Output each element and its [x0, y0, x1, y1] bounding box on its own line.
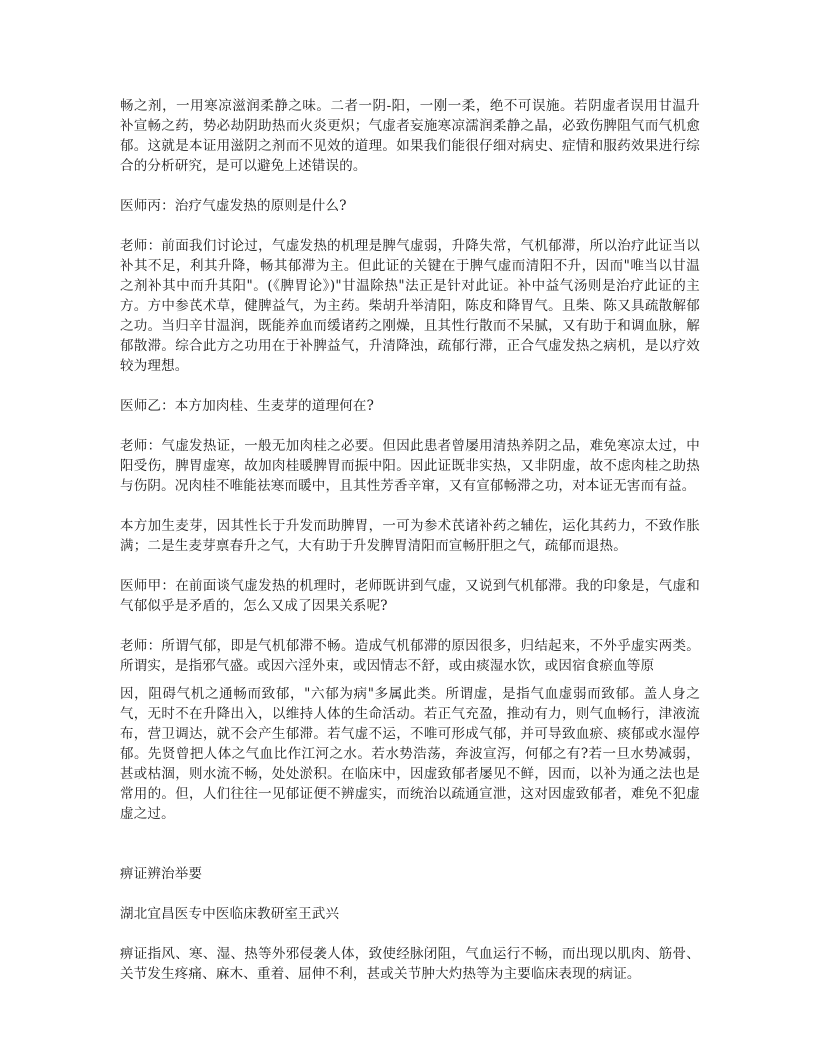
question-jia: 医师甲：在前面谈气虚发热的机理时，老师既讲到气虚，又说到气机郁滞。我的印象是，气虚和气郁似乎是矛盾的，怎么又成了因果关系呢?	[120, 578, 700, 614]
question-yi: 医师乙：本方加肉桂、生麦芽的道理何在?	[120, 398, 375, 414]
answer-qiyu-part1: 老师：所谓气郁，即是气机郁滞不畅。造成气机郁滞的原因很多，归结起来，不外乎虚实两类。所谓实，是指邪气盛。或因六淫外束，或因情志不舒，或由痰湿水饮，或因宿食瘀血等原	[120, 638, 700, 674]
answer-principle: 老师：前面我们讨论过，气虚发热的机理是脾气虚弱，升降失常，气机郁滞，所以治疗此证当以补其不足，利其升降，畅其郁滞为主。但此证的关键在于脾气虚而清阳不升，因而"唯当以甘温之剂补其中而升其阳"。(《脾胃论》)"甘温除热"法正是针对此证。补中益气汤则是治疗此证的主方。方中参芪术草，健脾益气，为主药。柴胡升举清阳，陈皮和降胃气。且柴、陈又具疏散解郁之功。当归辛甘温润，既能养血而缓诸药之刚燥，且其性行散而不呆腻，又有助于和调血脉，解郁散滞。综合此方之功用在于补脾益气，升清降浊，疏郁行滞，正合气虚发热之病机，是以疗效较为理想。	[120, 238, 700, 374]
document-page	[120, 96, 700, 1004]
answer-qiyu-part2: 因，阻碍气机之通畅而致郁，"六郁为病"多属此类。所谓虚，是指气血虚弱而致郁。盖人身之气，无时不在升降出入，以维持人体的生命活动。若正气充盈，推动有力，则气血畅行，津液流布，营卫调达，就不会产生郁滞。若气虚不运，不唯可形成气郁，并可导致血瘀、痰郁或水湿停郁。先贤曾把人体之气血比作江河之水。若水势浩荡，奔波宣泻，何郁之有?若一旦水势减弱，甚或枯涸，则水流不畅，处处淤积。在临床中，因虚致郁者屡见不鲜，因而，以补为通之法也是常用的。但，人们往往一见郁证便不辨虚实，而统治以疏通宣泄，这对因虚致郁者，难免不犯虚虚之过。	[120, 686, 700, 822]
author-line: 湖北宜昌医专中医临床教研室王武兴	[120, 906, 340, 922]
answer-rougui: 老师：气虚发热证，一般无加肉桂之必要。但因此患者曾屡用清热养阴之品，难免寒凉太过，中阳受伤，脾胃虚寒，故加肉桂暖脾胃而振中阳。因此证既非实热，又非阴虚，故不虑肉桂之助热与伤阴。况肉桂不唯能祛寒而暖中，且其性芳香辛窜，又有宣郁畅滞之功，对本证无害而有益。	[120, 438, 700, 494]
question-bing: 医师丙：治疗气虚发热的原则是什么?	[120, 198, 347, 214]
paragraph-maiya: 本方加生麦芽，因其性长于升发而助脾胃，一可为参术芪诸补药之辅佐，运化其药力，不致作胀满；二是生麦芽禀春升之气，大有助于升发脾胃清阳而宣畅肝胆之气，疏郁而退热。	[120, 518, 700, 554]
section-title: 痹证辨治举要	[120, 866, 203, 882]
paragraph-definition: 痹证指风、寒、湿、热等外邪侵袭人体，致使经脉闭阻，气血运行不畅，而出现以肌肉、筋骨、关节发生疼痛、麻木、重着、屈伸不利，甚或关节肿大灼热等为主要临床表现的病证。	[120, 946, 700, 982]
paragraph-intro: 畅之剂，一用寒凉滋润柔静之味。二者一阴-阳，一刚一柔，绝不可误施。若阴虚者误用甘温升补宣畅之药，势必劫阴助热而火炎更炽；气虚者妄施寒凉濡润柔静之晶，必致伤脾阻气而气机愈郁。这就是本证用滋阴之剂而不见效的道理。如果我们能很仔细对病史、症情和服药效果进行综合的分析研究，是可以避免上述错误的。	[120, 98, 700, 174]
